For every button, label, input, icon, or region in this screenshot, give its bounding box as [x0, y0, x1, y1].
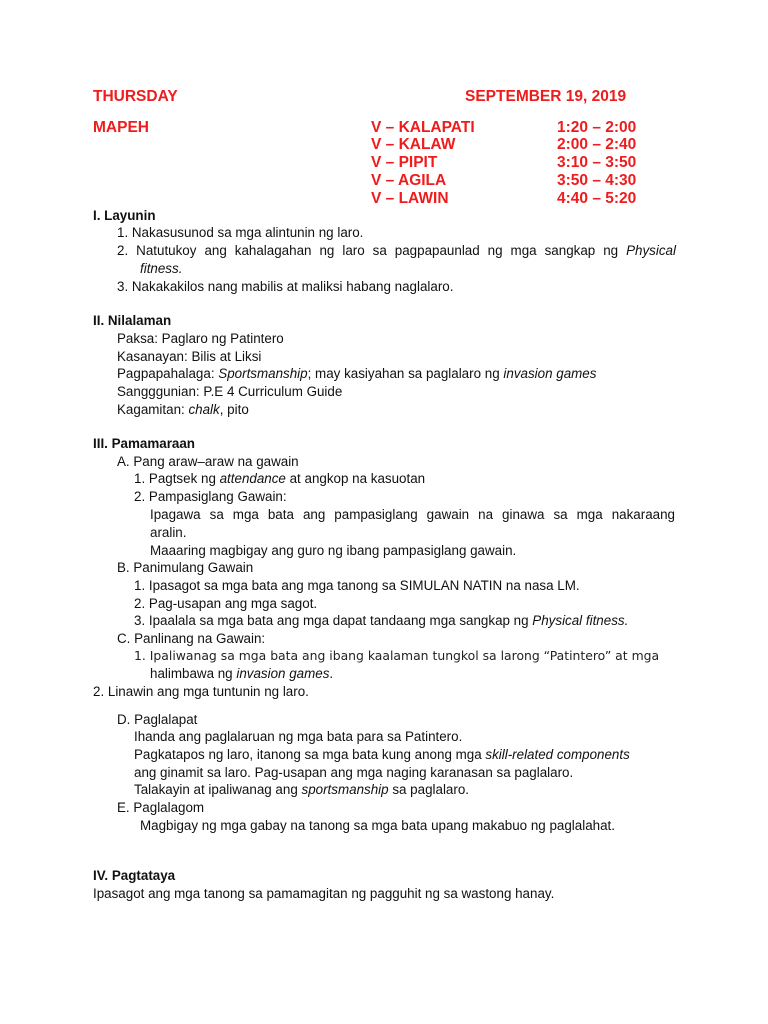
- date-label: SEPTEMBER 19, 2019: [465, 88, 627, 105]
- schedule-time: 2:00 – 2:40: [557, 136, 637, 153]
- procedure-item: 2. Linawin ang mga tuntunin ng laro.: [93, 684, 309, 699]
- procedure-paragraph: Ihanda ang paglalaruan ng mga bata para sa Patintero.: [134, 729, 463, 744]
- procedure-item-continuation: halimbawa ng invasion games.: [150, 666, 334, 681]
- section-title-pamamaraan: III. Pamamaraan: [93, 436, 195, 451]
- content-line: Pagpapahalaga: Sportsmanship; may kasiyahan sa paglalaro ng invasion games: [117, 366, 597, 381]
- schedule-time: 1:20 – 2:00: [557, 119, 637, 136]
- subsection-title: B. Panimulang Gawain: [117, 560, 254, 575]
- procedure-paragraph-continuation: aralin.: [150, 525, 187, 540]
- procedure-item: 1. Ipasagot sa mga bata ang mga tanong sa SIMULAN NATIN na nasa LM.: [134, 578, 580, 593]
- subsection-title: A. Pang araw–araw na gawain: [117, 454, 299, 469]
- objective-item: 3. Nakakakilos nang mabilis at maliksi habang naglalaro.: [117, 279, 454, 294]
- content-line: Kasanayan: Bilis at Liksi: [117, 349, 262, 364]
- section-title-pagtataya: IV. Pagtataya: [93, 868, 176, 883]
- procedure-item: 2. Pampasiglang Gawain:: [134, 489, 287, 504]
- schedule-time: 4:40 – 5:20: [557, 190, 637, 207]
- procedure-paragraph: Talakayin at ipaliwanag ang sportsmanship sa paglalaro.: [134, 782, 469, 797]
- procedure-item: 3. Ipaalala sa mga bata ang mga dapat tandaang mga sangkap ng Physical fitness.: [134, 613, 629, 628]
- procedure-paragraph: Maaaring magbigay ang guro ng ibang pampasiglang gawain.: [150, 543, 517, 558]
- day-label: THURSDAY: [93, 88, 178, 105]
- content-line: Paksa: Paglaro ng Patintero: [117, 331, 284, 346]
- section-title-nilalaman: II. Nilalaman: [93, 313, 172, 328]
- subsection-title: C. Panlinang na Gawain:: [117, 631, 266, 646]
- assessment-text: Ipasagot ang mga tanong sa pamamagitan ng pagguhit ng sa wastong hanay.: [93, 886, 555, 901]
- content-line: Sangggunian: P.E 4 Curriculum Guide: [117, 384, 343, 399]
- schedule-section: V – PIPIT: [371, 154, 438, 171]
- subsection-title: D. Paglalapat: [117, 712, 198, 727]
- procedure-item: 1. Ipaliwanag sa mga bata ang ibang kaalaman tungkol sa larong “Patintero” at mga: [134, 648, 660, 663]
- procedure-item: 1. Pagtsek ng attendance at angkop na kasuotan: [134, 471, 426, 486]
- schedule-section: V – AGILA: [371, 172, 447, 189]
- procedure-paragraph: ang ginamit sa laro. Pag-usapan ang mga naging karanasan sa paglalaro.: [134, 765, 574, 780]
- procedure-paragraph: Pagkatapos ng laro, itanong sa mga bata kung anong mga skill-related components: [134, 747, 630, 762]
- objective-item-continuation: fitness.: [140, 261, 183, 276]
- objective-item: 2. Natutukoy ang kahalagahan ng laro sa pagpapaunlad ng mga sangkap ng Physical: [117, 243, 676, 258]
- section-title-layunin: I. Layunin: [93, 208, 156, 223]
- subsection-title: E. Paglalagom: [117, 800, 205, 815]
- schedule-time: 3:50 – 4:30: [557, 172, 637, 189]
- objective-item: 1. Nakasusunod sa mga alintunin ng laro.: [117, 225, 364, 240]
- procedure-paragraph: Ipagawa sa mga bata ang pampasiglang gawain na ginawa sa mga nakaraang: [150, 507, 675, 522]
- schedule-section: V – KALAW: [371, 136, 456, 153]
- procedure-paragraph: Magbigay ng mga gabay na tanong sa mga bata upang makabuo ng paglalahat.: [140, 818, 615, 833]
- subject-label: MAPEH: [93, 119, 149, 136]
- procedure-item: 2. Pag-usapan ang mga sagot.: [134, 596, 318, 611]
- schedule-section: V – LAWIN: [371, 190, 449, 207]
- schedule-section: V – KALAPATI: [371, 119, 475, 136]
- schedule-time: 3:10 – 3:50: [557, 154, 637, 171]
- content-line: Kagamitan: chalk, pito: [117, 402, 249, 417]
